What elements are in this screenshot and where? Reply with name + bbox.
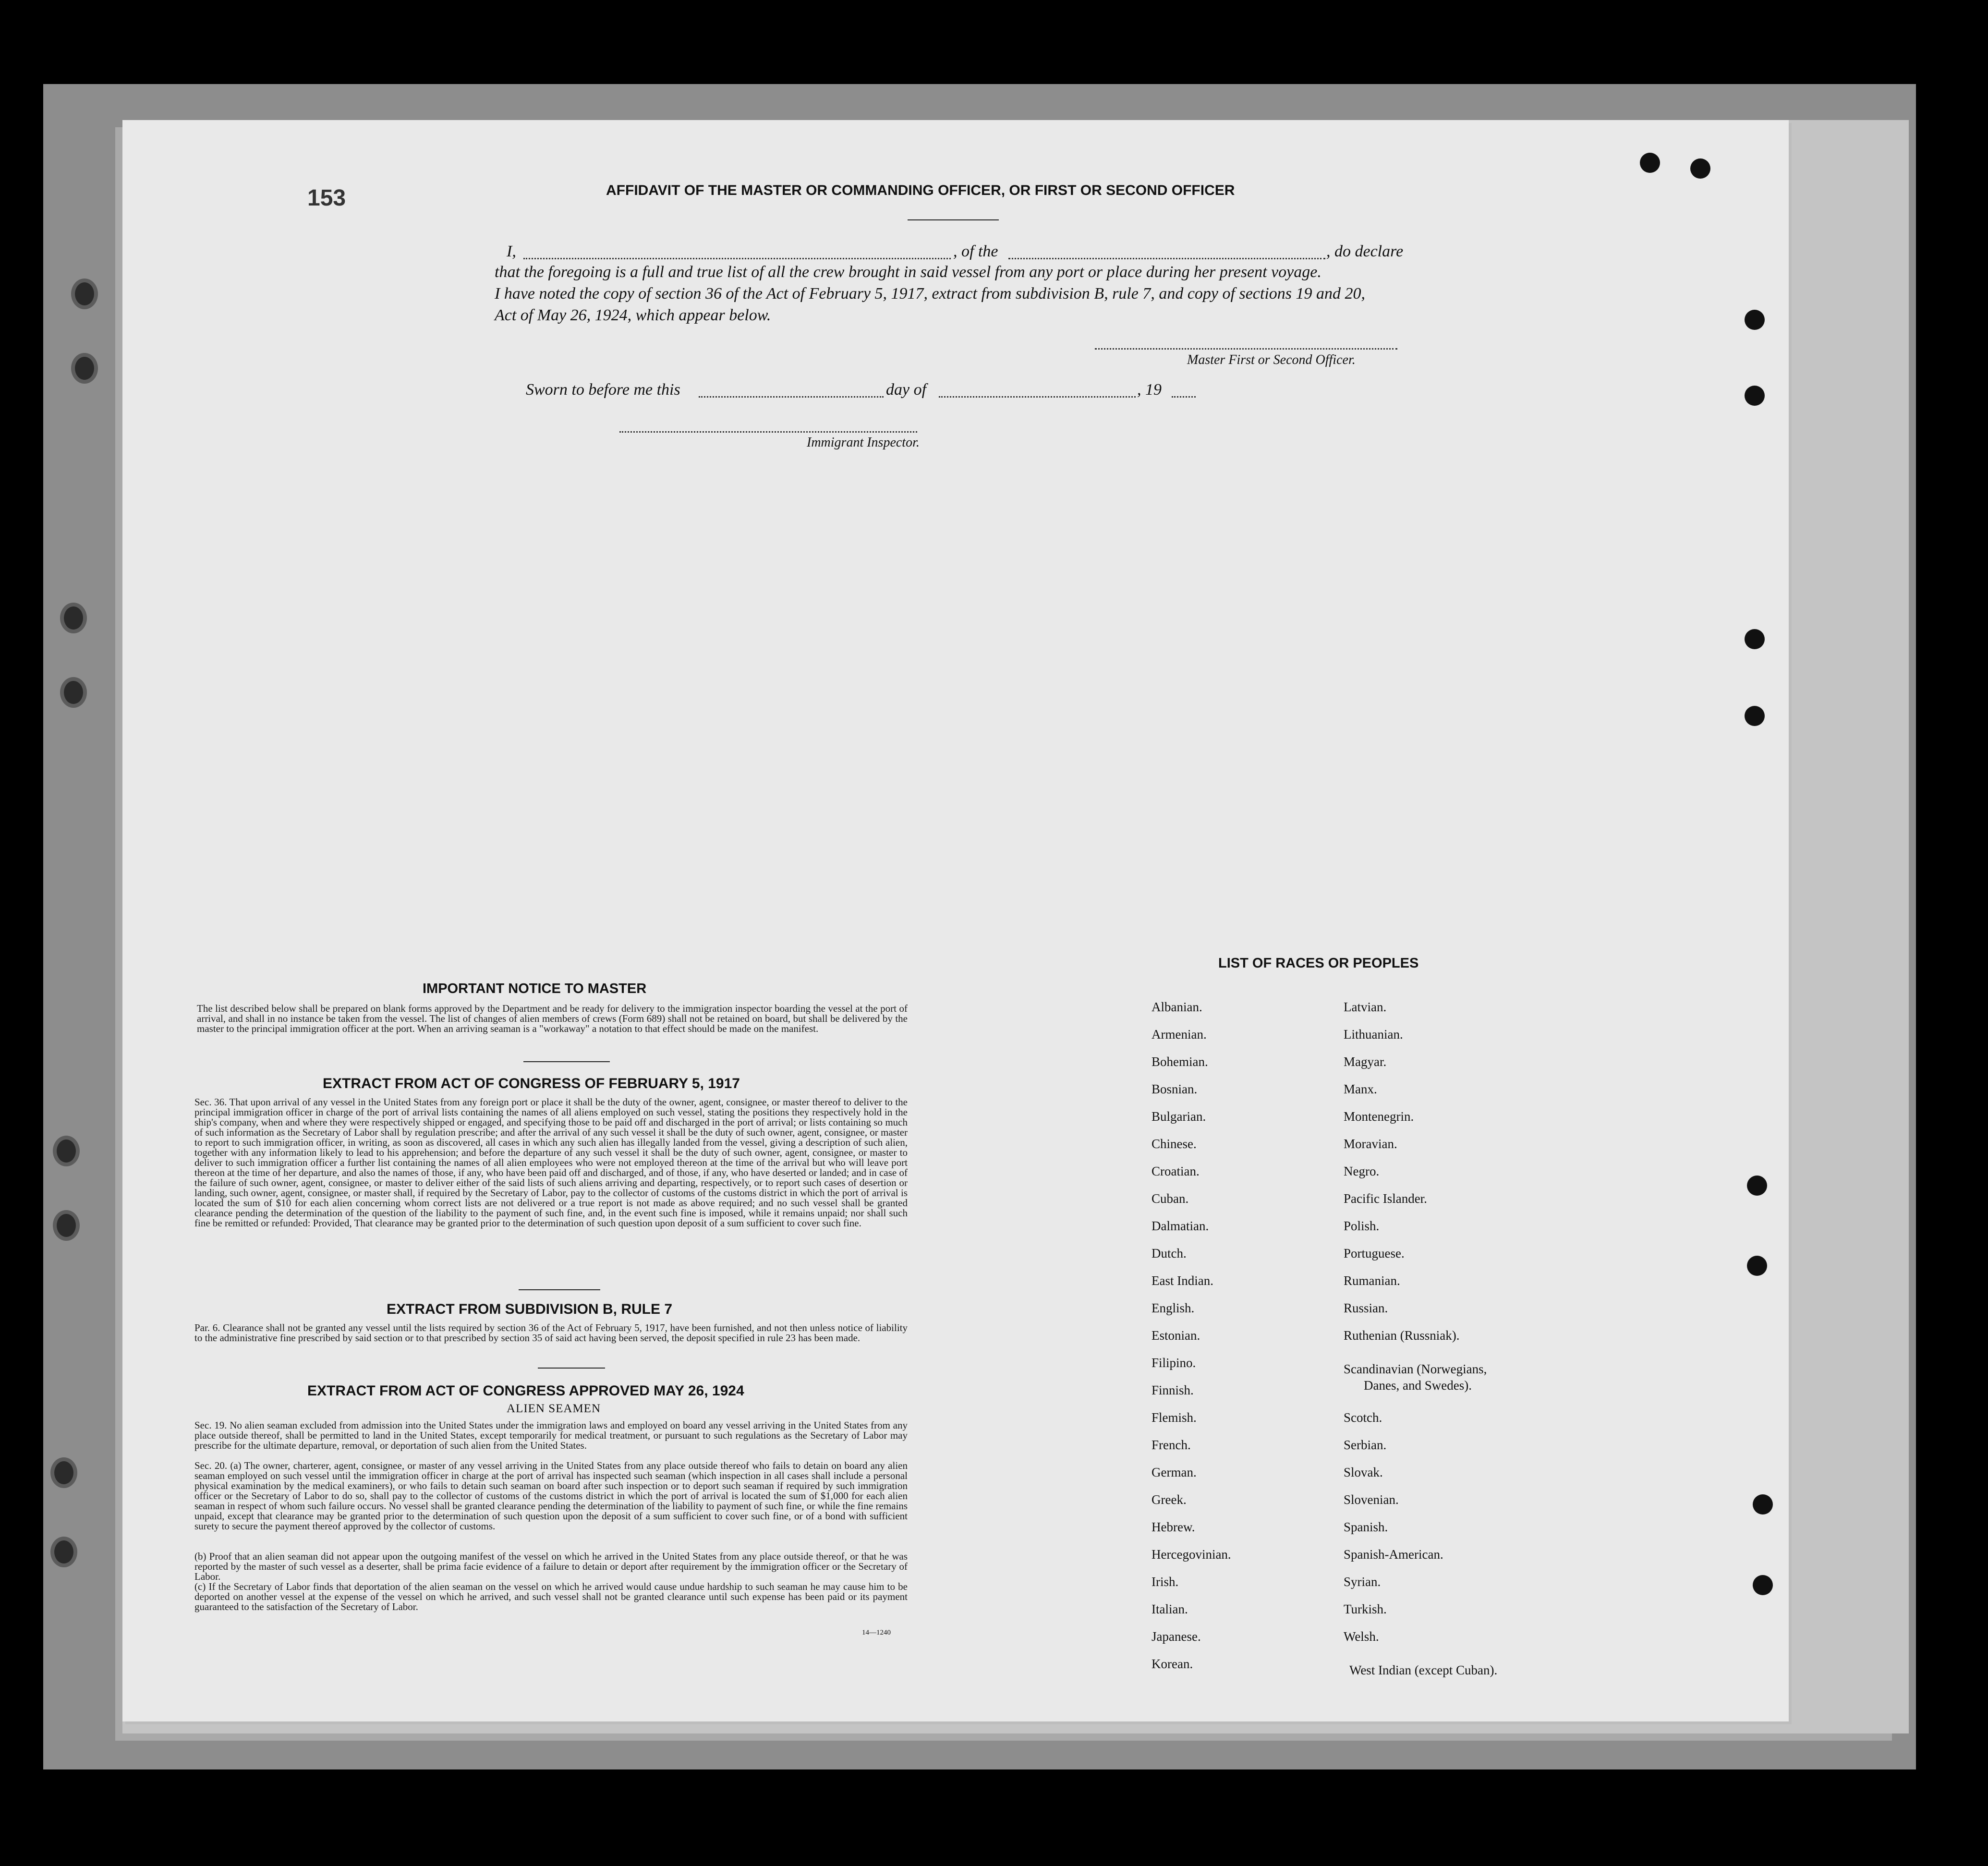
race-item: Croatian.: [1152, 1164, 1200, 1178]
race-item: East Indian.: [1152, 1273, 1213, 1288]
race-item: Dalmatian.: [1152, 1219, 1209, 1233]
master-caption: Master First or Second Officer.: [1187, 352, 1356, 367]
punch-hole: [1640, 153, 1660, 173]
extract-rule7-text: Par. 6. Clearance shall not be granted any vessel until the lists required by section 36 of the Act of February 5, 1917, have been furnished, and not then unless notice of liability to the administrative fine prescribed by said section or to that prescribed by section 35 of said act having been served, the deposit specified in rule 23 has been made.: [194, 1322, 908, 1344]
divider: [538, 1368, 605, 1369]
race-item: Armenian.: [1152, 1027, 1207, 1042]
race-item: Manx.: [1344, 1082, 1377, 1096]
race-item: Bulgarian.: [1152, 1109, 1206, 1124]
race-item: Syrian.: [1344, 1575, 1381, 1589]
race-item: Cuban.: [1152, 1191, 1189, 1206]
race-item: Italian.: [1152, 1602, 1188, 1616]
race-item: Filipino.: [1152, 1356, 1196, 1370]
race-item: Portuguese.: [1344, 1246, 1405, 1260]
race-item: Pacific Islander.: [1344, 1191, 1427, 1206]
race-item: Bosnian.: [1152, 1082, 1198, 1096]
affidavit-line4: Act of May 26, 1924, which appear below.: [495, 306, 771, 324]
race-item: Japanese.: [1152, 1629, 1201, 1644]
race-item: Greek.: [1152, 1492, 1187, 1507]
race-item: Flemish.: [1152, 1410, 1197, 1425]
race-item: Slovak.: [1344, 1465, 1383, 1479]
race-item: Latvian.: [1344, 1000, 1387, 1014]
race-item: French.: [1152, 1438, 1191, 1452]
race-item: Spanish-American.: [1344, 1547, 1443, 1562]
inspector-caption: Immigrant Inspector.: [807, 435, 920, 450]
race-item: Russian.: [1344, 1301, 1388, 1315]
extract-1924-title: EXTRACT FROM ACT OF CONGRESS APPROVED MAY 26, 1924: [307, 1383, 744, 1399]
race-item: Bohemian.: [1152, 1054, 1208, 1069]
race-item: Moravian.: [1344, 1137, 1397, 1151]
divider: [519, 1289, 600, 1290]
binder-ring: [60, 603, 87, 633]
races-title: LIST OF RACES OR PEOPLES: [1218, 956, 1419, 971]
inspector-signature-line: [619, 431, 917, 433]
race-item: Dutch.: [1152, 1246, 1187, 1260]
race-item: Korean.: [1152, 1657, 1193, 1671]
punch-hole: [1753, 1494, 1773, 1515]
race-item: Scandinavian (Norwegians,: [1344, 1362, 1487, 1376]
race-item: Magyar.: [1344, 1054, 1387, 1069]
affidavit-line2: that the foregoing is a full and true list of all the crew brought in said vessel from any port or place during her present voyage.: [495, 263, 1321, 281]
day-blank: [699, 396, 884, 398]
name-blank: [523, 258, 951, 259]
extract-1917-text: Sec. 36. That upon arrival of any vessel in the United States from any foreign port or place it shall be the duty of the owner, agent, consignee, or master thereof to deliver to the principal immigration officer in charge of the port of arrival lists containing the names of all aliens employed on such vessel, stating the positions they respectively hold in the ship's company, when and where they were respectively shipped or engaged, and specifying those to be paid off and discharged in the port of arrival; or lists containing so much of such information as the Secretary of Labor shall by regulation prescribe; and after the arrival of any such vessel it shall be the duty of such owner, agent, consignee, or master to report to such immigration officer, in writing, as soon as discovered, all cases in which any such alien has illegally landed from the vessel, giving a description of such alien, together with any information likely to lead to his apprehension; and before the departure of any such vessel it shall be the duty of such owner, agent, consignee, or master to deliver to such immigration officer a further list containing the names of all alien employees who were not employed thereon at the time of the arrival but who will leave port thereon at the time of her departure, and also the names of those, if any, who have been paid off and discharged, and of those, if any, who have deserted or landed; and in case of the failure of such owner, agent, consignee, or master to deliver either of the said lists of such aliens arriving and departing, respectively, or to report such cases of desertion or landing, such owner, agent, consignee, or master shall, if required by the Secretary of Labor, pay to the collector of customs of the customs district in which the port of arrival is located the sum of $10 for each alien concerning whom correct lists are not delivered or a true report is not made as above required; and no such vessel shall be granted clearance pending the determination of the question of the liability to the payment of such fine, and, in the event such fine is imposed, while it remains unpaid; nor shall such fine be remitted or refunded: Provided, That clearance may be granted prior to the determination of such question upon deposit of a sum sufficient to cover such fine.: [194, 1096, 908, 1229]
race-item: Negro.: [1344, 1164, 1380, 1178]
affidavit-line3: I have noted the copy of section 36 of the Act of February 5, 1917, extract from subdivision B, rule 7, and copy of sections 19 and 20,: [495, 285, 1366, 303]
sworn-suffix: , 19: [1137, 381, 1162, 399]
race-item: Scotch.: [1344, 1410, 1382, 1425]
punch-hole: [1747, 1175, 1767, 1196]
binder-ring: [50, 1457, 77, 1488]
sworn-mid: day of: [886, 381, 927, 399]
notice-title: IMPORTANT NOTICE TO MASTER: [423, 981, 647, 996]
race-item: Montenegrin.: [1344, 1109, 1414, 1124]
sworn-prefix: Sworn to before me this: [526, 381, 680, 399]
race-item: Lithuanian.: [1344, 1027, 1403, 1042]
year-blank: [1172, 396, 1196, 398]
master-signature-line: [1095, 348, 1397, 350]
race-item: West Indian (except Cuban).: [1349, 1663, 1498, 1677]
vessel-blank: [1008, 258, 1325, 259]
race-item: Turkish.: [1344, 1602, 1387, 1616]
race-item: Chinese.: [1152, 1137, 1197, 1151]
page-number-stamp: 153: [307, 185, 346, 211]
race-item: German.: [1152, 1465, 1197, 1479]
punch-hole: [1753, 1575, 1773, 1595]
race-item: Welsh.: [1344, 1629, 1379, 1644]
affidavit-line1-suffix: , do declare: [1326, 242, 1404, 260]
extract-1924-sec20a: Sec. 20. (a) The owner, charterer, agent, consignee, or master of any vessel arriving in the United States from any place outside thereof who fails to detain on board any alien seaman employed on such vessel until the immigration officer in charge at the port of arrival has inspected such seaman (which inspection in all cases shall include a personal physical examination by the medical examiners), or who fails to detain such seaman on board after such inspection or to deport such seaman if required by such immigration officer or the Secretary of Labor to do so, shall pay to the collector of customs of the customs district in which the port of arrival is located the sum of $1,000 for each alien seaman in respect of whom such failure occurs. No vessel shall be granted clearance pending the determination of the liability to payment of such fine, or while the fine remains unpaid, except that clearance may be granted prior to the determination of such question upon the deposit of a sum sufficient to cover such fine, or of a bond with sufficient surety to secure the payment thereof approved by the collector of customs.: [194, 1460, 908, 1532]
binder-ring: [71, 279, 98, 309]
form-number: 14—1240: [862, 1629, 891, 1636]
race-item: Serbian.: [1344, 1438, 1387, 1452]
binder-ring: [50, 1537, 77, 1567]
race-item: Rumanian.: [1344, 1273, 1400, 1288]
race-item: Finnish.: [1152, 1383, 1194, 1397]
binder-ring: [53, 1210, 80, 1241]
notice-text: The list described below shall be prepared on blank forms approved by the Department and be ready for delivery to the immigration inspector boarding the vessel at the port of arrival, and shall in no instance be taken from the vessel. The list of changes of alien members of crews (Form 689) shall not be retained on board, but shall be delivered by the master to the principal immigration officer at the port. When an arriving seaman is a "workaway" a notation to that effect should be made on the manifest.: [197, 1003, 908, 1034]
binder-ring: [53, 1136, 80, 1166]
race-item: Hercegovinian.: [1152, 1547, 1231, 1562]
affidavit-title: AFFIDAVIT OF THE MASTER OR COMMANDING OFFICER, OR FIRST OR SECOND OFFICER: [606, 182, 1235, 198]
race-item: Albanian.: [1152, 1000, 1202, 1014]
race-item: Estonian.: [1152, 1328, 1200, 1343]
punch-hole: [1690, 158, 1710, 179]
alien-seamen-subtitle: ALIEN SEAMEN: [507, 1402, 601, 1415]
extract-1924-sec20b: (b) Proof that an alien seaman did not appear upon the outgoing manifest of the vessel on which he arrived in the United States from any place outside thereof, or that he was reported by the master of such vessel as a deserter, shall be prima facie evidence of a failure to detain or deport after requirement by the immigration officer or the Secretary of Labor.: [194, 1551, 908, 1582]
affidavit-line1-mid: , of the: [953, 242, 998, 260]
race-item: Slovenian.: [1344, 1492, 1399, 1507]
punch-hole: [1745, 629, 1765, 649]
affidavit-line1-prefix: I,: [507, 242, 516, 260]
punch-hole: [1745, 310, 1765, 330]
race-item: English.: [1152, 1301, 1195, 1315]
extract-1924-sec20c: (c) If the Secretary of Labor finds that deportation of the alien seaman on the vessel on which he arrived would cause undue hardship to such seaman he may cause him to be deported on another vessel at the expense of the vessel on which he arrived, and such vessel shall not be granted clearance until such expense has been paid or its payment guaranteed to the satisfaction of the Secretary of Labor.: [194, 1581, 908, 1612]
month-blank: [939, 396, 1136, 398]
binder-ring: [60, 677, 87, 708]
punch-hole: [1745, 706, 1765, 726]
race-item: Polish.: [1344, 1219, 1380, 1233]
race-item: Ruthenian (Russniak).: [1344, 1328, 1460, 1343]
race-item: Spanish.: [1344, 1520, 1388, 1534]
divider: [908, 219, 999, 220]
race-item: Hebrew.: [1152, 1520, 1195, 1534]
divider: [523, 1061, 610, 1062]
punch-hole: [1747, 1256, 1767, 1276]
race-item: Irish.: [1152, 1575, 1179, 1589]
punch-hole: [1745, 386, 1765, 406]
extract-rule7-title: EXTRACT FROM SUBDIVISION B, RULE 7: [387, 1301, 673, 1317]
binder-ring: [71, 353, 98, 384]
extract-1917-title: EXTRACT FROM ACT OF CONGRESS OF FEBRUARY 5, 1917: [323, 1076, 740, 1091]
race-item: Danes, and Swedes).: [1364, 1378, 1472, 1393]
extract-1924-sec19: Sec. 19. No alien seaman excluded from admission into the United States under the immigration laws and employed on board any vessel arriving in the United States from any place outside thereof, shall be permitted to land in the United States, except temporarily for medical treatment, or pursuant to such regulations as the Secretary of Labor may prescribe for the ultimate departure, removal, or deportation of such alien from the United States.: [194, 1419, 908, 1451]
